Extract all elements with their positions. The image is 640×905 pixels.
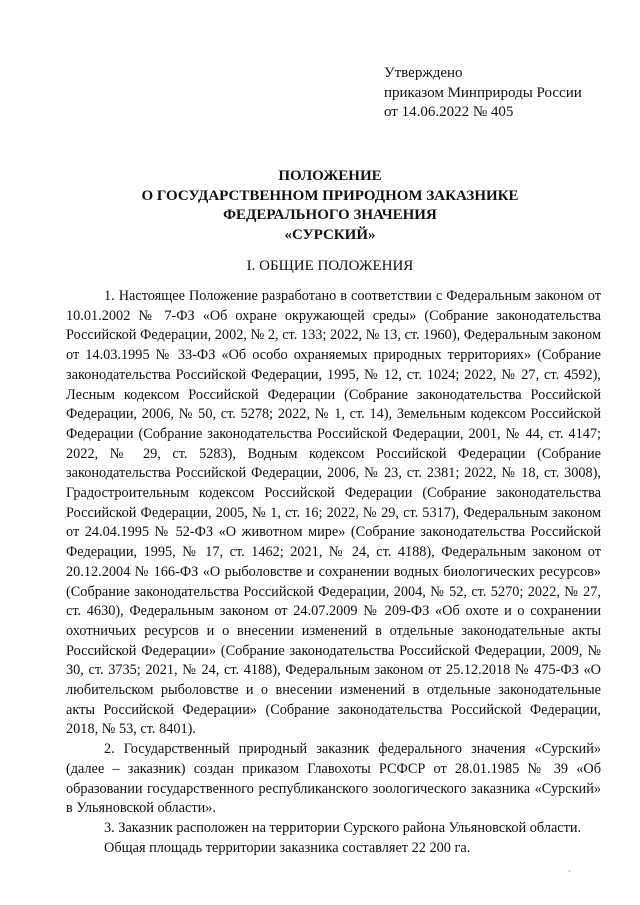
title-line-1: ПОЛОЖЕНИЕ — [278, 168, 382, 184]
title-line-4: «СУРСКИЙ» — [284, 226, 376, 243]
title-line-2: О ГОСУДАРСТВЕННОМ ПРИРОДНОМ ЗАКАЗНИКЕ — [141, 187, 519, 204]
approval-line-1: Утверждено — [384, 65, 463, 81]
paragraph-2: 2. Государственный природный заказник федерального значения «Сурский» (далее – заказник) создан приказом Главохоты РСФСР от 28.01.1985 № 39 «Об образовании государственного республиканского зоологического заказника «Сурский» в Ульяновской области». — [66, 741, 601, 817]
scan-mark: ˎ — [568, 863, 571, 872]
approval-line-3: от 14.06.2022 № 405 — [384, 104, 514, 120]
section-heading: I. ОБЩИЕ ПОЛОЖЕНИЯ — [246, 258, 414, 274]
paragraph-3: 3. Заказник расположен на территории Сурского района Ульяновской области. — [104, 819, 582, 836]
paragraph-4: Общая площадь территории заказника составляет 22 200 га. — [104, 839, 471, 856]
approval-block — [384, 64, 614, 123]
title-line-3: ФЕДЕРАЛЬНОГО ЗНАЧЕНИЯ — [223, 207, 437, 223]
document-title — [60, 167, 600, 245]
paragraph-1: 1. Настоящее Положение разработано в соответствии с Федеральным законом от 10.01.2002 № 7-ФЗ «Об охране окружающей среды» (Собрание законодательства Российской Федерации, 2002, № 2, ст. 133; 2022, № 13, ст. 1960), Федеральным законом от 14.03.1995 № 33-ФЗ «Об особо охраняемых природных территориях» (Собрание законодательства Российской Федерации, 1995, № 12, ст. 1024; 2022, № 27, ст. 4592), Лесным кодексом Российской Федерации (Собрание законодательства Российской Федерации, 2006, № 50, ст. 5278; 2022, № 1, ст. 14), Земельным кодексом Российской Федерации (Собрание законодательства Российской Федерации, 2001, № 44, ст. 4147; 2022, № 29, ст. 5283), Водным кодексом Российской Федерации (Собрание законодательства Российской Федерации, 2006, № 23, ст. 2381; 2022, № 18, ст. 3008), Градостроительным кодексом Российской Федерации (Собрание законодательства Российской Федерации, 2005, № 1, ст. 16; 2022, № 29, ст. 5317), Федеральным законом от 24.04.1995 № 52-ФЗ «О животном мире» (Собрание законодательства Российской Федерации, 1995, № 17, ст. 1462; 2021, № 24, ст. 4188), Федеральным законом от 20.12.2004 № 166-ФЗ «О рыболовстве и сохранении водных биологических ресурсов» (Собрание законодательства Российской Федерации, 2004, № 52, ст. 5270; 2022, № 27, ст. 4630), Федеральным законом от 24.07.2009 № 209-ФЗ «Об охоте и о сохранении охотничьих ресурсов и о внесении изменений в отдельные законодательные акты Российской Федерации» (Собрание законодательства Российской Федерации, 2009, № 30, ст. 3735; 2021, № 24, ст. 4188), Федеральным законом от 25.12.2018 № 475-ФЗ «О любительском рыболовстве и о внесении изменений в отдельные законодательные акты Российской Федерации» (Собрание законодательства Российской Федерации, 2018, № 53, ст. 8401). — [66, 288, 601, 738]
document-body — [66, 287, 601, 858]
approval-line-2: приказом Минприроды России — [384, 84, 582, 101]
